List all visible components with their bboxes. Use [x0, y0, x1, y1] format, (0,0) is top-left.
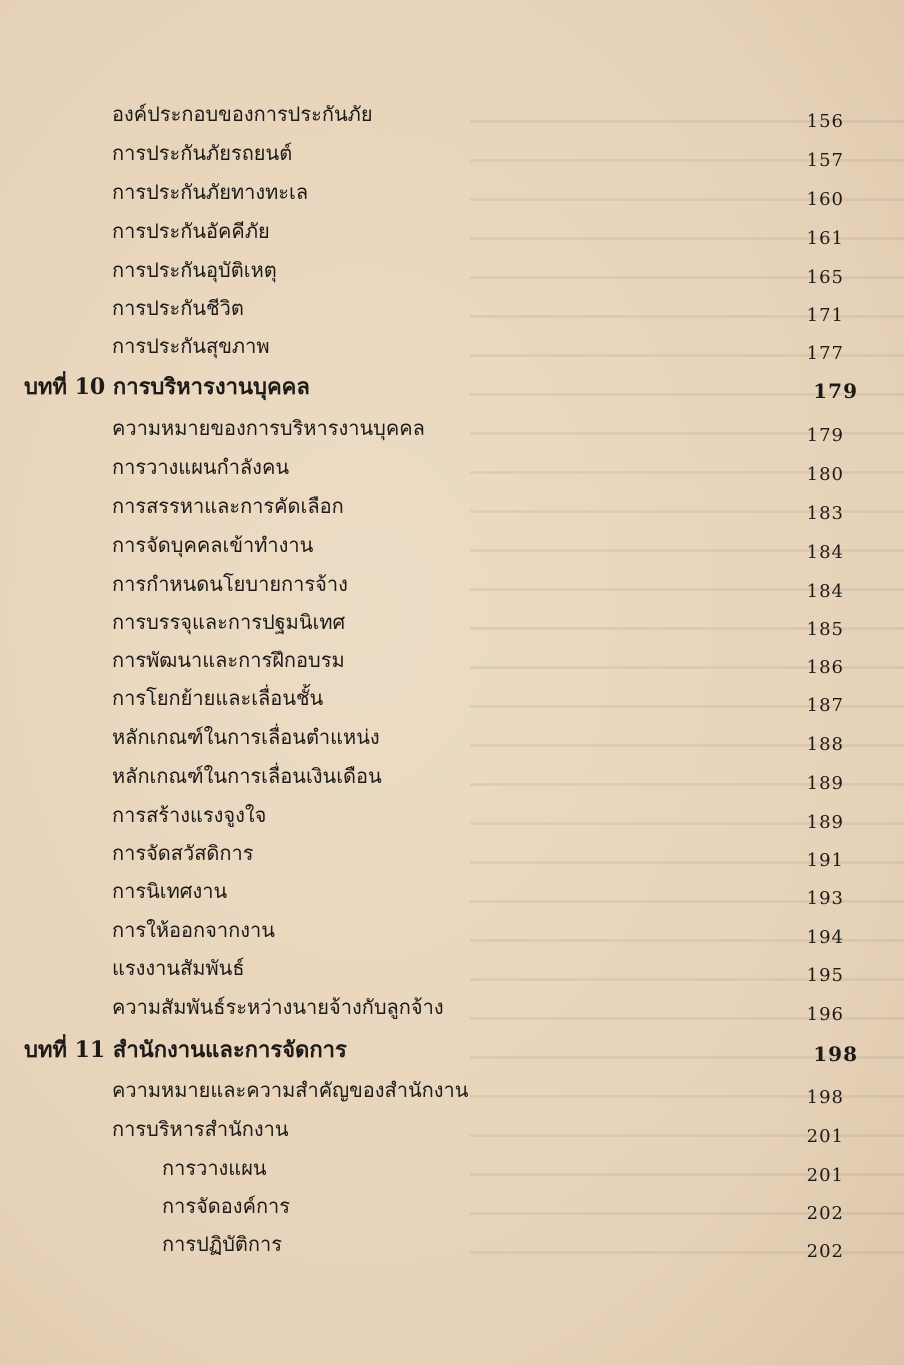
entry-title: ความสัมพันธ์ระหว่างนายจ้างกับลูกจ้าง: [112, 995, 444, 1019]
entry-page-number: 193: [806, 888, 844, 909]
entry-title: การบรรจุและการปฐมนิเทศ: [112, 610, 346, 634]
entry-title: องค์ประกอบของการประกันภัย: [112, 102, 373, 126]
entry-title: การประกันชีวิต: [112, 296, 244, 320]
entry-page-number: 196: [806, 1004, 844, 1025]
toc-entry: [0, 1188, 904, 1224]
toc-entry: [0, 213, 904, 249]
toc-entry: [0, 1226, 904, 1262]
toc-entry: [0, 328, 904, 364]
entry-page-number: 201: [806, 1126, 844, 1147]
entry-title: การให้ออกจากงาน: [112, 918, 275, 942]
toc-entry: [0, 680, 904, 716]
entry-title: การจัดสวัสดิการ: [112, 841, 254, 865]
entry-title: การปฏิบัติการ: [162, 1232, 282, 1256]
entry-page-number: 186: [806, 657, 844, 678]
entry-title: การนิเทศงาน: [112, 879, 228, 903]
toc-entry: [0, 252, 904, 288]
entry-page-number: 161: [806, 228, 844, 249]
entry-title: ความหมายและความสำคัญของสำนักงาน: [112, 1078, 469, 1102]
toc-entry: [0, 873, 904, 909]
entry-page-number: 157: [806, 150, 844, 171]
toc-entry: [0, 835, 904, 871]
entry-page-number: 201: [806, 1165, 844, 1186]
entry-page-number: 188: [806, 734, 844, 755]
toc-entry: [0, 1072, 904, 1108]
toc-entry: [0, 912, 904, 948]
entry-title: หลักเกณฑ์ในการเลื่อนเงินเดือน: [112, 764, 382, 788]
entry-title: การสร้างแรงจูงใจ: [112, 803, 267, 827]
entry-page-number: 184: [806, 542, 844, 563]
entry-title: การประกันอุบัติเหตุ: [112, 258, 277, 282]
entry-title: การโยกย้ายและเลื่อนชั้น: [112, 686, 324, 710]
toc-entry: [0, 1111, 904, 1147]
entry-page-number: 180: [806, 464, 844, 485]
toc-entry: [0, 950, 904, 986]
toc-entry: [0, 96, 904, 132]
toc-entry: [0, 488, 904, 524]
entry-title: การสรรหาและการคัดเลือก: [112, 494, 344, 518]
entry-page-number: 194: [806, 927, 844, 948]
entry-page-number: 195: [806, 965, 844, 986]
toc-entry: [0, 989, 904, 1025]
chapter-entry: [0, 369, 904, 405]
entry-page-number: 184: [806, 581, 844, 602]
toc-entry: [0, 566, 904, 602]
toc-entry: [0, 449, 904, 485]
entry-title: การบริหารสำนักงาน: [112, 1117, 289, 1141]
toc-entry: [0, 290, 904, 326]
entry-title: การจัดบุคคลเข้าทำงาน: [112, 533, 314, 557]
entry-page-number: 179: [813, 379, 858, 403]
entry-page-number: 202: [806, 1203, 844, 1224]
entry-page-number: 183: [806, 503, 844, 524]
entry-title: การวางแผนกำลังคน: [112, 455, 290, 479]
toc-entry: [0, 135, 904, 171]
entry-title: การวางแผน: [162, 1156, 267, 1180]
toc-entry: [0, 642, 904, 678]
entry-title: การจัดองค์การ: [162, 1194, 291, 1218]
entry-page-number: 160: [806, 189, 844, 210]
entry-title: การพัฒนาและการฝึกอบรม: [112, 648, 345, 672]
entry-title: บทที่ 10 การบริหารงานบุคคล: [24, 374, 310, 400]
entry-page-number: 191: [806, 850, 844, 871]
toc-entry: [0, 719, 904, 755]
toc-entry: [0, 758, 904, 794]
chapter-entry: [0, 1032, 904, 1068]
toc-entry: [0, 1150, 904, 1186]
entry-page-number: 165: [806, 267, 844, 288]
entry-page-number: 198: [806, 1087, 844, 1108]
entry-title: การประกันภัยทางทะเล: [112, 180, 309, 204]
entry-page-number: 202: [806, 1241, 844, 1262]
entry-title: การประกันภัยรถยนต์: [112, 141, 293, 165]
entry-title: บทที่ 11 สำนักงานและการจัดการ: [24, 1037, 347, 1063]
toc-entry: [0, 410, 904, 446]
entry-title: ความหมายของการบริหารงานบุคคล: [112, 416, 425, 440]
entry-page-number: 189: [806, 773, 844, 794]
entry-page-number: 171: [806, 305, 844, 326]
entry-page-number: 177: [806, 343, 844, 364]
entry-title: การประกันอัคคีภัย: [112, 219, 270, 243]
entry-title: การกำหนดนโยบายการจ้าง: [112, 572, 348, 596]
toc-entry: [0, 174, 904, 210]
entry-page-number: 189: [806, 812, 844, 833]
toc-entry: [0, 527, 904, 563]
entry-title: การประกันสุขภาพ: [112, 334, 270, 358]
entry-page-number: 198: [813, 1042, 858, 1066]
entry-page-number: 156: [806, 111, 844, 132]
entry-page-number: 179: [806, 425, 844, 446]
toc-entry: [0, 604, 904, 640]
entry-title: แรงงานสัมพันธ์: [112, 956, 245, 980]
toc-entry: [0, 797, 904, 833]
entry-page-number: 187: [806, 695, 844, 716]
entry-title: หลักเกณฑ์ในการเลื่อนตำแหน่ง: [112, 725, 380, 749]
entry-page-number: 185: [806, 619, 844, 640]
